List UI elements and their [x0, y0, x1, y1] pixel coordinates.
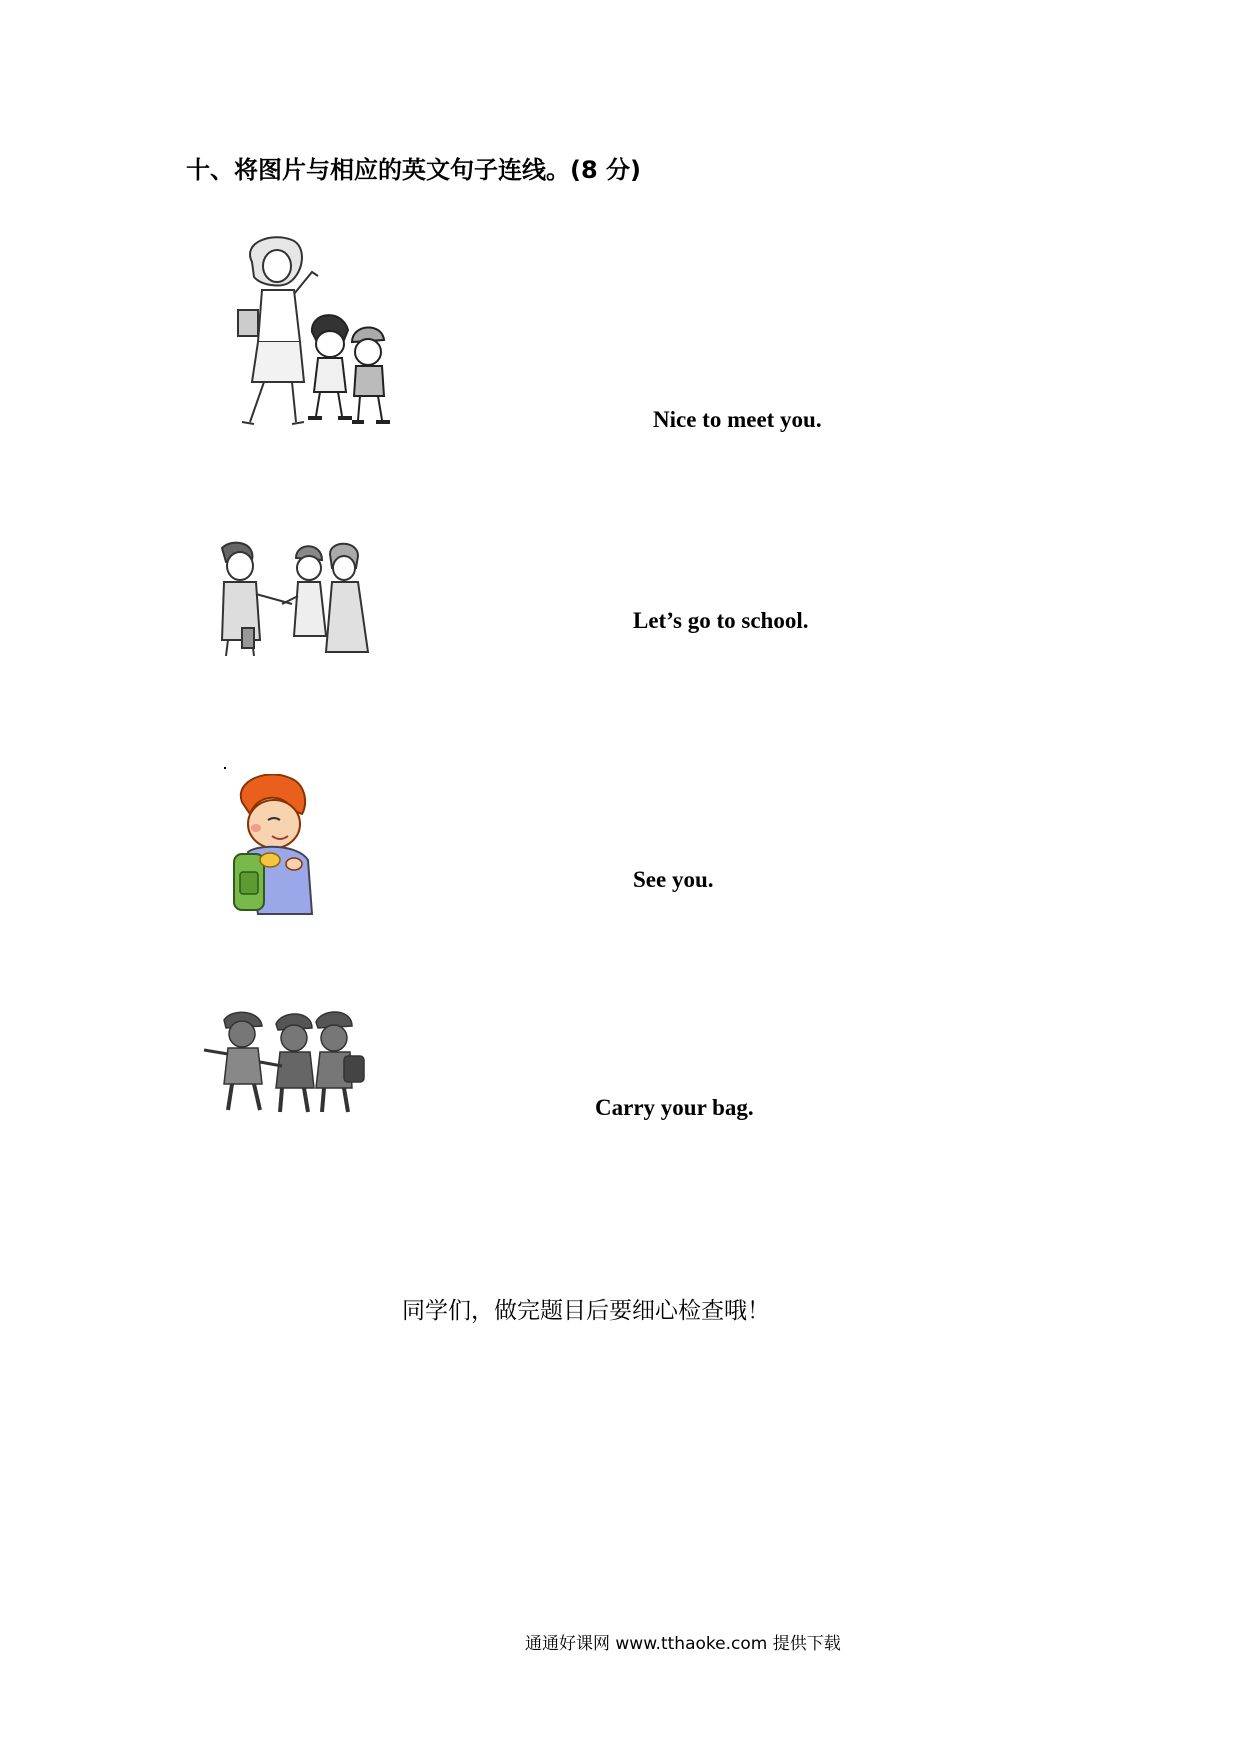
teacher-greeting-children-illustration	[212, 232, 422, 428]
sentence-lets-go-to-school: Let’s go to school.	[633, 608, 809, 633]
footer-source: 通通好课网 www.tthaoke.com 提供下载	[525, 1634, 841, 1654]
reminder-note: 同学们，做完题目后要细心检查哦！	[402, 1298, 770, 1324]
stray-dot	[224, 767, 226, 769]
sentence-see-you: See you.	[633, 867, 714, 892]
boy-carrying-bag-illustration	[228, 774, 328, 916]
handshake-illustration	[212, 540, 382, 656]
sentence-nice-to-meet-you: Nice to meet you.	[653, 407, 822, 432]
sentence-carry-your-bag: Carry your bag.	[595, 1095, 754, 1120]
question-title: 十、将图片与相应的英文句子连线。(8 分)	[186, 156, 641, 184]
children-walking-illustration	[202, 1010, 372, 1116]
